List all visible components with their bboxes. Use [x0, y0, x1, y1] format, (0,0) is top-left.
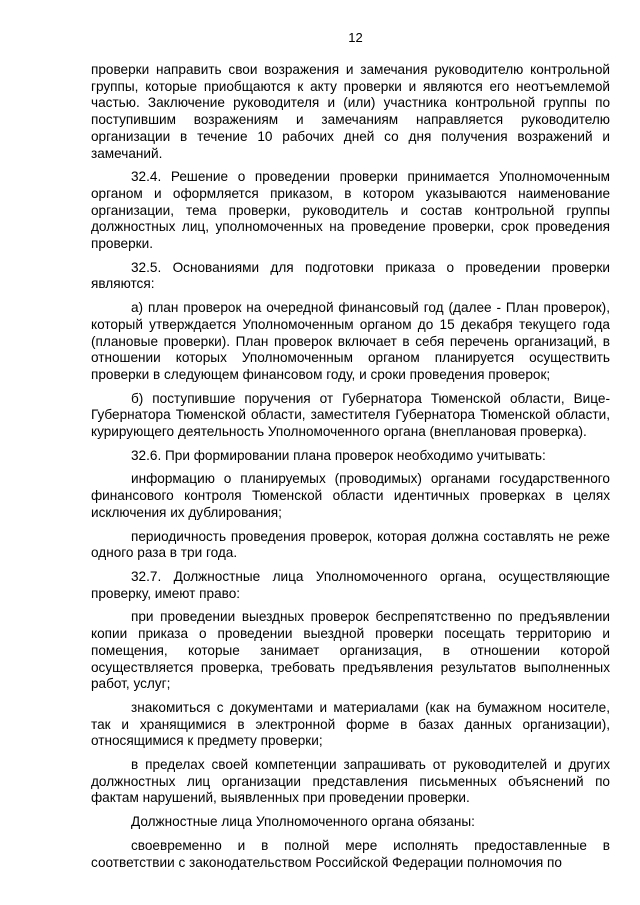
paragraph: 32.6. При формировании плана проверок необходимо учитывать: [131, 447, 546, 463]
paragraph: в пределах своей компетенции запрашивать от руководителей и других должностных лиц организации представления письменных объяснений по фактам нарушений, выявленных при проведении проверки. [91, 757, 610, 806]
paragraph: 32.7. Должностные лица Уполномоченного органа, осуществляющие проверку, имеют право: [91, 568, 610, 601]
paragraph: при проведении выездных проверок беспрепятственно по предъявлении копии приказа о проведении выездной проверки посещать территорию и помещения, которые занимает организация, в отношении которой осуществляется проверка, требовать предъявления результатов выполненных работ, услуг; [91, 609, 610, 692]
paragraph: своевременно и в полной мере исполнять предоставленные в соответствии с законодательством Российской Федерации полномочия по [91, 837, 610, 870]
paragraph: знакомиться с документами и материалами (как на бумажном носителе, так и хранящимися в электронной форме в базах данных организации), относящимися к предмету проверки; [91, 699, 610, 749]
paragraph: б) поступившие поручения от Губернатора Тюменской области, Вице-Губернатора Тюменской области, заместителя Губернатора Тюменской области, курирующего деятельность Уполномоченного органа (внеплановая проверка). [91, 390, 610, 440]
document-body [91, 62, 610, 871]
paragraph: Должностные лица Уполномоченного органа обязаны: [131, 814, 475, 830]
paragraph: периодичность проведения проверок, которая должна составлять не реже одного раза в три года. [91, 528, 610, 561]
paragraph: информацию о планируемых (проводимых) органами государственного финансового контроля Тюменской области идентичных проверках в целях исключения их дублирования; [91, 471, 610, 520]
page-number: 12 [348, 30, 363, 45]
paragraph: проверки направить свои возражения и замечания руководителю контрольной группы, которые приобщаются к акту проверки и являются его неотъемлемой частью. Заключение руководителя и (или) участника контрольной группы по поступившим возражениям и замечаниям направляется руководителю организации в течение 10 рабочих дней со дня получения возражений и замечаний. [91, 62, 610, 161]
paragraph: 32.5. Основаниями для подготовки приказа о проведении проверки являются: [91, 259, 610, 292]
paragraph: а) план проверок на очередной финансовый год (далее - План проверок), который утверждается Уполномоченным органом до 15 декабря текущего года (плановые проверки). План проверок включает в себя перечень организаций, в отношении которых Уполномоченным органом планируется осуществить проверки в следующем финансовом году, и сроки проведения проверок; [91, 300, 610, 382]
paragraph: 32.4. Решение о проведении проверки принимается Уполномоченным органом и оформляется приказом, в котором указываются наименование организации, тема проверки, руководитель и состав контрольной группы должностных лиц, уполномоченных на проведение проверки, срок проведения проверки. [91, 169, 610, 252]
